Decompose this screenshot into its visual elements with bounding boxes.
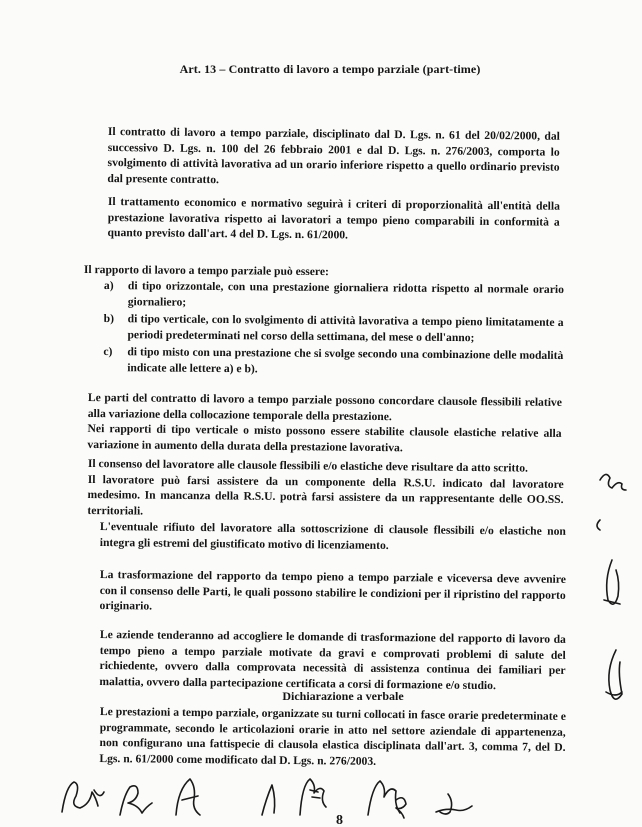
paragraph-text: Nei rapporti di tipo verticale o misto possono essere stabilite clausole elastiche relative alla variazione in aumento della durata della prestazione lavorativa. [87,422,562,455]
list-letter: a) [103,278,114,293]
paragraph-text: Il lavoratore può farsi assistere da un componente della R.S.U. indicato dal lavoratore medesimo. In mancanza della R.S.U. potrà farsi assistere da un rappresentante delle OO.SS. territoriali. [87,472,564,518]
bottom-signature-2 [120,786,152,815]
page-number: 8 [336,813,343,827]
article-title: Art. 13 – Contratto di lavoro a tempo parziale (part-time) [179,62,481,76]
list-text: di tipo verticale, con lo svolgimento di attività lavorativa a tempo pieno limitatamente a periodi predeterminati nel corso della settimana, del mese o dell'anno; [127,312,564,345]
margin-signature-3 [604,560,620,604]
bottom-signature-1 [62,782,104,812]
bottom-signature-6 [368,781,406,818]
paragraph-text: Le aziende tenderanno ad accogliere le domande di trasformazione del rapporto di lavoro da tempo pieno a tempo parziale motivate da gravi e comprovati problemi di salute del richiedente, ovvero dalla comprovata necessità di assistenza continua dei familiari per malattia, ovvero dalla partecipazione certificata a corsi di formazione e/o studio. [99,627,566,692]
paragraph-text: La trasformazione del rapporto da tempo pieno a tempo parziale e viceversa deve avvenire con il consenso delle Parti, le quali possono stabilire le condizioni per il ripristino del rapporto originario. [99,567,566,613]
paragraph-text: Il trattamento economico e normativo seguirà i criteri di proporzionalità all'entità della prestazione lavorativa rispetto ai lavoratori a tempo pieno comparabili in conformità a quanto previsto dall'art. 4 del D. Lgs. n. 61/2000. [107,194,560,242]
margin-mark-2 [597,520,600,530]
list-letter: b) [103,312,115,326]
paragraph-text: Il contratto di lavoro a tempo parziale, disciplinato dal D. Lgs. n. 61 del 20/02/2000, dal successivo D. Lgs. n. 100 del 26 febbraio 2001 e dal D. Lgs. n. 276/2003, comporta lo svolgimento di attività lavorativa ad un orario inferiore rispetto a quello ordinario previsto dal presente contratto. [107,124,560,186]
subheading: Dichiarazione a verbale [282,689,404,703]
bottom-signature-3 [176,779,200,815]
paragraph-text: L'eventuale rifiuto del lavoratore alla sottoscrizione di clausole flessibili e/o elastiche non integra gli estremi del giustificato motivo di licenziamento. [99,519,566,552]
list-letter: c) [103,345,113,359]
margin-initial-1 [600,474,626,490]
list-intro: Il rapporto di lavoro a tempo parziale può essere: [83,262,329,279]
list-text: di tipo orizzontale, con una prestazione giornaliera ridotta rispetto al normale orario giornaliero; [127,279,564,309]
paragraph-text: Le prestazioni a tempo parziale, organizzate su turni collocati in fasce orarie predeterminate e programmate, secondo le articolazioni orarie in atto nel settore aziendale di appartenenza, non configurano una fattispecie di clausola elastica disciplinata dall'art. 3, comma 7, del D. Lgs. n. 61/2000 come modificato dal D. Lgs. n. 276/2003. [99,704,566,768]
bottom-signature-4 [262,785,275,815]
list-text: di tipo misto con una prestazione che si svolge secondo una combinazione delle modalità indicate alle lettere a) e b). [127,345,564,376]
bottom-signature-5 [300,779,326,815]
margin-signature-4 [606,650,622,699]
bottom-signature-7 [436,794,472,814]
paragraph-text: Le parti del contratto di lavoro a tempo parziale possono concordare clausole flessibili relative alla variazione della collocazione temporale della prestazione. [87,390,562,423]
paragraph-text: Il consenso del lavoratore alle clausole flessibili e/o elastiche deve risultare da atto scritto. [87,456,529,475]
